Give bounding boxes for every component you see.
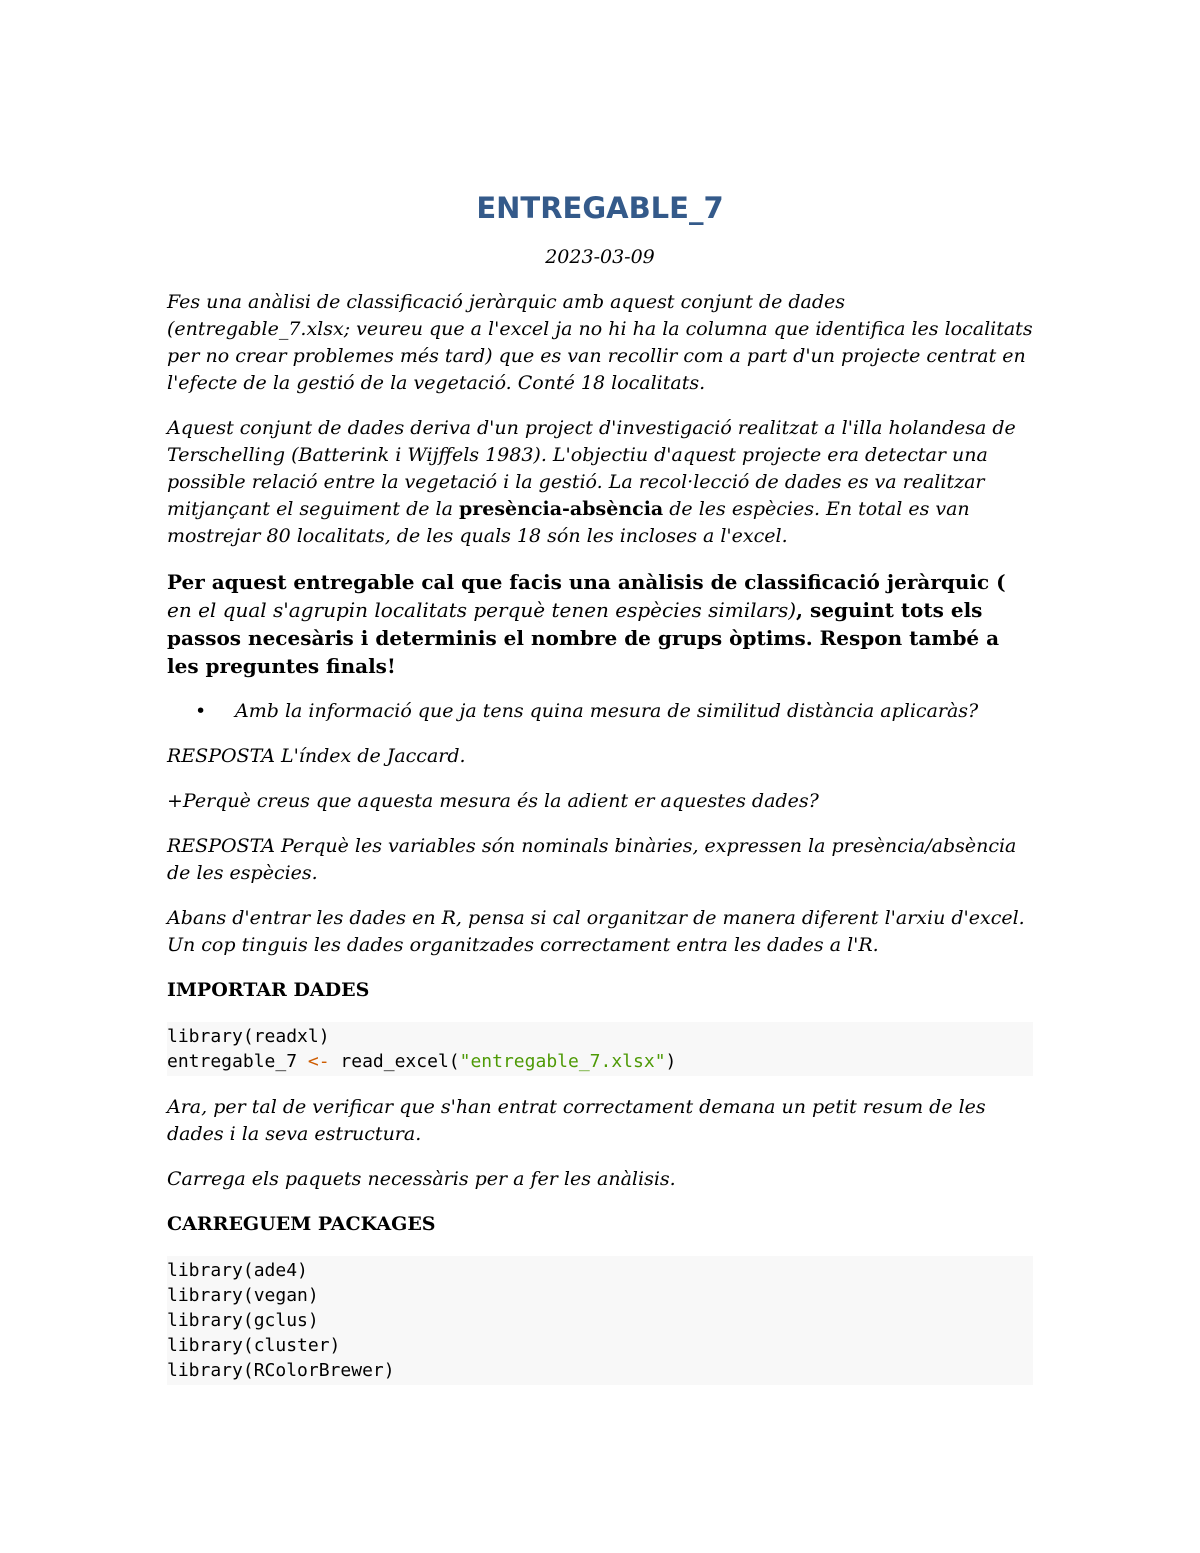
answer-2: RESPOSTA Perquè les variables són nominals binàries, expressen la presència/absència de les espècies. xyxy=(167,835,1017,884)
code-operator: <- xyxy=(307,1051,330,1072)
bullet-icon: • xyxy=(195,700,207,722)
task-text-1: Per aquest entregable cal que facis una anàlisis de classificació jeràrquic ( xyxy=(167,570,1006,594)
question-2: +Perquè creus que aquesta mesura és la adient er aquestes dades? xyxy=(167,790,819,812)
context-text-1: Aquest conjunt de dades deriva d'un project d'investigació realitzat a l'illa holandesa de Terschelling (Batterink i Wijffels 1983). L'objectiu d'aquest projecte era detectar una possible relació entre la vegetació i la gestió. La recol·lecció de dades es va realitzar mitjançant el seguiment de la xyxy=(167,417,1016,520)
code-block-packages xyxy=(167,1256,1033,1385)
answer-1: RESPOSTA L'índex de Jaccard. xyxy=(167,745,466,767)
list-item xyxy=(195,698,1033,725)
code-line: library(cluster) xyxy=(167,1335,341,1356)
instruction-load-packages: Carrega els paquets necessàris per a fer les anàlisis. xyxy=(167,1168,676,1190)
code-variable: entregable_7 xyxy=(167,1051,308,1072)
context-paragraph xyxy=(167,415,1033,550)
document-content xyxy=(167,188,1033,1403)
code-line: library(RColorBrewer) xyxy=(167,1360,395,1381)
code-line: library(gclus) xyxy=(167,1310,319,1331)
code-close-paren: ) xyxy=(665,1051,677,1072)
code-line: library(readxl) xyxy=(167,1026,330,1047)
code-block-import xyxy=(167,1022,1033,1076)
code-function: read_excel( xyxy=(329,1051,460,1072)
context-text-2: de les espècies. En total es van mostrejar 80 localitats, de les quals 18 són les incloses a l'excel. xyxy=(167,498,970,547)
heading-load-packages: CARREGUEM PACKAGES xyxy=(167,1213,436,1235)
document-date: 2023-03-09 xyxy=(545,246,655,268)
presence-absence-term: presència-absència xyxy=(458,498,664,520)
code-line: library(vegan) xyxy=(167,1285,319,1306)
code-line: library(ade4) xyxy=(167,1260,308,1281)
intro-paragraph: Fes una anàlisi de classificació jeràrquic amb aquest conjunt de dades (entregable_7.xlsx; veureu que a l'excel ja no hi ha la columna que identifica les localitats per no crear problemes més tard) que es van recollir com a part d'un projecte centrat en l'efecte de la gestió de la vegetació. Conté 18 localitats. xyxy=(167,291,1033,394)
code-string: "entregable_7.xlsx" xyxy=(459,1051,666,1072)
task-text-2: , seguint tots els passos necesàris i determinis el nombre de grups òptims. Respon també a les preguntes finals! xyxy=(167,598,1000,678)
bullet-question: Amb la informació que ja tens quina mesura de similitud distància aplicaràs? xyxy=(235,700,979,722)
heading-import-data: IMPORTAR DADES xyxy=(167,979,370,1001)
document-title: ENTREGABLE_7 xyxy=(476,191,724,225)
task-paragraph xyxy=(167,568,1033,680)
task-italic-text: en el qual s'agrupin localitats perquè tenen espècies similars) xyxy=(167,598,797,622)
instruction-data-entry: Abans d'entrar les dades en R, pensa si cal organitzar de manera diferent l'arxiu d'excel. Un cop tinguis les dades organitzades correctament entra les dades a l'R. xyxy=(167,907,1025,956)
question-list xyxy=(167,698,1033,725)
instruction-verify: Ara, per tal de verificar que s'han entrat correctament demana un petit resum de les dades i la seva estructura. xyxy=(167,1096,986,1145)
